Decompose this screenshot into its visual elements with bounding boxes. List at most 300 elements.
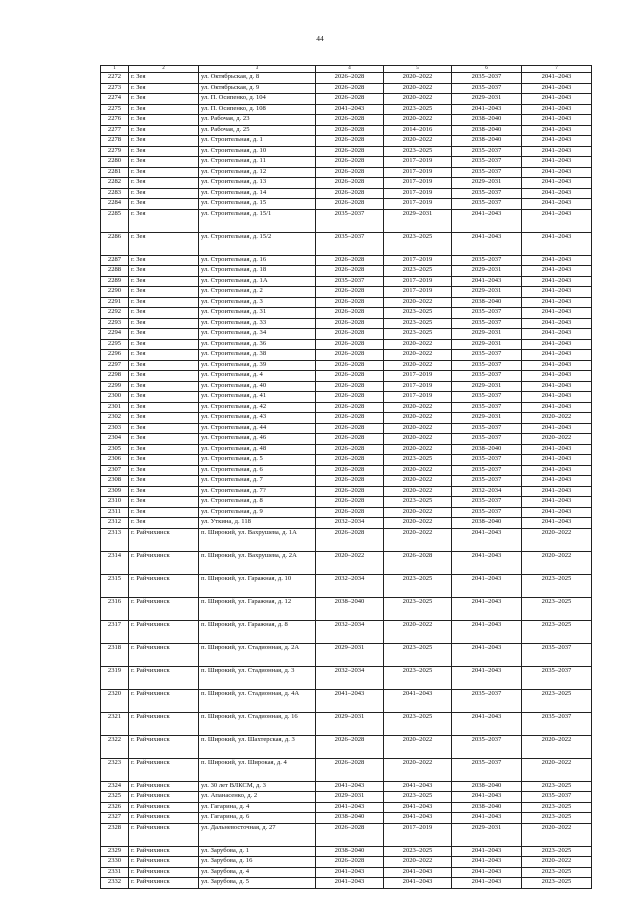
period-cell-col4: 2038–2040 [316,813,384,824]
period-cell-col4: 2026–2028 [316,360,384,371]
row-number-cell: 2295 [101,339,129,350]
period-cell-col4: 2035–2037 [316,232,384,255]
address-cell: ул. Строительная, д. 18 [199,266,316,277]
period-cell-col7: 2023–2025 [522,813,592,824]
city-cell: г. Зея [129,157,199,168]
period-cell-col4: 2026–2028 [316,476,384,487]
table-row [101,423,592,434]
address-cell: ул. Строительная, д. 4 [199,371,316,382]
row-number-cell: 2281 [101,167,129,178]
period-cell-col7: 2041–2043 [522,350,592,361]
row-number-cell: 2320 [101,689,129,712]
period-cell-col7: 2041–2043 [522,444,592,455]
city-cell: г. Райчихинск [129,846,199,857]
period-cell-col7: 2041–2043 [522,476,592,487]
table-row [101,209,592,232]
table-row [101,758,592,781]
address-cell: ул. Октябрьская, д. 9 [199,83,316,94]
row-number-cell: 2296 [101,350,129,361]
period-cell-col6: 2038–2040 [452,444,522,455]
period-cell-col7: 2041–2043 [522,73,592,84]
city-cell: г. Райчихинск [129,597,199,620]
period-cell-col7: 2041–2043 [522,276,592,287]
table-row [101,318,592,329]
address-cell: ул. Строительная, д. 5 [199,455,316,466]
table-row [101,666,592,689]
address-cell: ул. Строительная, д. 36 [199,339,316,350]
period-cell-col5: 2023–2025 [384,329,452,340]
period-cell-col5: 2017–2019 [384,276,452,287]
city-cell: г. Райчихинск [129,781,199,792]
address-cell: ул. Строительная, д. 34 [199,329,316,340]
city-cell: г. Зея [129,167,199,178]
city-cell: г. Райчихинск [129,758,199,781]
period-cell-col6: 2035–2037 [452,507,522,518]
period-cell-col7: 2041–2043 [522,115,592,126]
address-cell: ул. Гагарина, д. 6 [199,813,316,824]
period-cell-col7: 2041–2043 [522,287,592,298]
table-row [101,73,592,84]
period-cell-col6: 2035–2037 [452,455,522,466]
row-number-cell: 2330 [101,857,129,868]
city-cell: г. Зея [129,434,199,445]
address-cell: ул. Строительная, д. 33 [199,318,316,329]
table-row [101,712,592,735]
period-cell-col5: 2020–2022 [384,476,452,487]
period-cell-col4: 2026–2028 [316,125,384,136]
table-row [101,792,592,803]
address-cell: п. Широкий, ул. Шахтерская, д. 3 [199,735,316,758]
row-number-cell: 2301 [101,402,129,413]
period-cell-col7: 2041–2043 [522,136,592,147]
city-cell: г. Райчихинск [129,574,199,597]
period-cell-col5: 2020–2022 [384,758,452,781]
period-cell-col4: 2041–2043 [316,781,384,792]
period-cell-col6: 2038–2040 [452,125,522,136]
period-cell-col4: 2032–2034 [316,666,384,689]
table-row [101,115,592,126]
row-number-cell: 2293 [101,318,129,329]
period-cell-col6: 2041–2043 [452,597,522,620]
table-row [101,689,592,712]
city-cell: г. Зея [129,287,199,298]
period-cell-col5: 2020–2022 [384,465,452,476]
period-cell-col6: 2035–2037 [452,758,522,781]
period-cell-col6: 2035–2037 [452,83,522,94]
address-cell: ул. Строительная, д. 10 [199,146,316,157]
table-row [101,781,592,792]
table-row [101,813,592,824]
row-number-cell: 2308 [101,476,129,487]
period-cell-col5: 2020–2022 [384,518,452,529]
table-row [101,497,592,508]
row-number-cell: 2306 [101,455,129,466]
row-number-cell: 2286 [101,232,129,255]
row-number-cell: 2277 [101,125,129,136]
address-cell: ул. Строительная, д. 9 [199,507,316,518]
period-cell-col7: 2041–2043 [522,94,592,105]
period-cell-col7: 2041–2043 [522,381,592,392]
period-cell-col5: 2041–2043 [384,689,452,712]
address-cell: ул. Строительная, д. 7? [199,486,316,497]
period-cell-col6: 2041–2043 [452,232,522,255]
row-number-cell: 2290 [101,287,129,298]
address-cell: п. Широкий, ул. Гаражная, д. 10 [199,574,316,597]
address-cell: ул. Рабочая, д. 23 [199,115,316,126]
table-row [101,329,592,340]
row-number-cell: 2291 [101,297,129,308]
row-number-cell: 2288 [101,266,129,277]
period-cell-col5: 2020–2022 [384,339,452,350]
row-number-cell: 2279 [101,146,129,157]
table-row [101,528,592,551]
row-number-cell: 2316 [101,597,129,620]
period-cell-col4: 2038–2040 [316,846,384,857]
city-cell: г. Райчихинск [129,643,199,666]
address-cell: п. Широкий, ул. Стадионная, д. 2А [199,643,316,666]
period-cell-col7: 2020–2022 [522,823,592,846]
period-cell-col5: 2023–2025 [384,146,452,157]
row-number-cell: 2305 [101,444,129,455]
period-cell-col5: 2020–2022 [384,136,452,147]
city-cell: г. Зея [129,371,199,382]
address-cell: п. Широкий, ул. Стадионная, д. 3 [199,666,316,689]
table-row [101,643,592,666]
table-row [101,465,592,476]
column-number: 1 [101,66,129,73]
row-number-cell: 2302 [101,413,129,424]
address-cell: п. Широкий, ул. Вахрушева, д. 1А [199,528,316,551]
period-cell-col6: 2029–2031 [452,823,522,846]
row-number-cell: 2327 [101,813,129,824]
period-cell-col5: 2041–2043 [384,878,452,889]
period-cell-col7: 2035–2037 [522,666,592,689]
row-number-cell: 2318 [101,643,129,666]
period-cell-col4: 2026–2028 [316,188,384,199]
period-cell-col6: 2035–2037 [452,360,522,371]
period-cell-col5: 2023–2025 [384,792,452,803]
row-number-cell: 2273 [101,83,129,94]
row-number-cell: 2298 [101,371,129,382]
period-cell-col4: 2026–2028 [316,402,384,413]
table-row [101,104,592,115]
table-row [101,188,592,199]
period-cell-col5: 2017–2019 [384,188,452,199]
table-row [101,308,592,319]
row-number-cell: 2314 [101,551,129,574]
city-cell: г. Зея [129,115,199,126]
table-row [101,413,592,424]
period-cell-col6: 2035–2037 [452,199,522,210]
address-cell: п. Широкий, ул. Стадионная, д. 4А [199,689,316,712]
period-cell-col6: 2035–2037 [452,146,522,157]
period-cell-col6: 2041–2043 [452,574,522,597]
address-cell: ул. П. Осипенко, д. 104 [199,94,316,105]
period-cell-col4: 2026–2028 [316,339,384,350]
period-cell-col5: 2023–2025 [384,232,452,255]
period-cell-col5: 2020–2022 [384,73,452,84]
period-cell-col4: 2026–2028 [316,507,384,518]
table-row [101,157,592,168]
period-cell-col5: 2017–2019 [384,371,452,382]
period-cell-col4: 2026–2028 [316,94,384,105]
period-cell-col6: 2029–2031 [452,381,522,392]
period-cell-col4: 2026–2028 [316,178,384,189]
address-cell: ул. Строительная, д. 12 [199,167,316,178]
column-number: 4 [316,66,384,73]
address-cell: ул. Строительная, д. 7 [199,476,316,487]
period-cell-col7: 2020–2022 [522,758,592,781]
period-cell-col4: 2026–2028 [316,392,384,403]
city-cell: г. Зея [129,232,199,255]
city-cell: г. Райчихинск [129,813,199,824]
period-cell-col5: 2041–2043 [384,781,452,792]
city-cell: г. Зея [129,125,199,136]
row-number-cell: 2325 [101,792,129,803]
column-number: 2 [129,66,199,73]
table-row [101,867,592,878]
row-number-cell: 2274 [101,94,129,105]
city-cell: г. Райчихинск [129,712,199,735]
period-cell-col7: 2023–2025 [522,689,592,712]
column-number: 7 [522,66,592,73]
period-cell-col6: 2029–2031 [452,329,522,340]
row-number-cell: 2326 [101,802,129,813]
period-cell-col7: 2041–2043 [522,371,592,382]
city-cell: г. Зея [129,94,199,105]
period-cell-col6: 2029–2031 [452,339,522,350]
city-cell: г. Зея [129,465,199,476]
period-cell-col7: 2020–2022 [522,551,592,574]
table-row [101,146,592,157]
period-cell-col4: 2026–2028 [316,413,384,424]
period-cell-col4: 2026–2028 [316,857,384,868]
period-cell-col4: 2026–2028 [316,350,384,361]
period-cell-col6: 2041–2043 [452,792,522,803]
period-cell-col6: 2035–2037 [452,476,522,487]
address-cell: ул. Зарубова, д. 1 [199,846,316,857]
city-cell: г. Зея [129,73,199,84]
period-cell-col6: 2038–2040 [452,802,522,813]
period-cell-col5: 2020–2022 [384,507,452,518]
period-cell-col7: 2041–2043 [522,402,592,413]
period-cell-col7: 2020–2022 [522,434,592,445]
address-cell: ул. Строительная, д. 15/1 [199,209,316,232]
row-number-cell: 2282 [101,178,129,189]
city-cell: г. Зея [129,381,199,392]
period-cell-col7: 2041–2043 [522,329,592,340]
column-number: 5 [384,66,452,73]
row-number-cell: 2329 [101,846,129,857]
period-cell-col4: 2041–2043 [316,867,384,878]
city-cell: г. Райчихинск [129,857,199,868]
period-cell-col4: 2026–2028 [316,83,384,94]
period-cell-col6: 2035–2037 [452,371,522,382]
table-row [101,94,592,105]
row-number-cell: 2280 [101,157,129,168]
city-cell: г. Зея [129,178,199,189]
period-cell-col7: 2041–2043 [522,104,592,115]
period-cell-col4: 2032–2034 [316,518,384,529]
table-row [101,381,592,392]
period-cell-col4: 2026–2028 [316,308,384,319]
period-cell-col4: 2026–2028 [316,434,384,445]
period-cell-col6: 2038–2040 [452,518,522,529]
period-cell-col7: 2041–2043 [522,255,592,266]
period-cell-col7: 2041–2043 [522,318,592,329]
period-cell-col4: 2041–2043 [316,104,384,115]
period-cell-col5: 2020–2022 [384,620,452,643]
address-cell: ул. Строительная, д. 3 [199,297,316,308]
period-cell-col4: 2026–2028 [316,381,384,392]
period-cell-col6: 2041–2043 [452,551,522,574]
city-cell: г. Зея [129,476,199,487]
address-cell: ул. Строительная, д. 13 [199,178,316,189]
period-cell-col4: 2026–2028 [316,157,384,168]
period-cell-col4: 2029–2031 [316,643,384,666]
address-cell: ул. 30 лет ВЛКСМ, д. 3 [199,781,316,792]
address-cell: ул. Гагарина, д. 4 [199,802,316,813]
period-cell-col4: 2026–2028 [316,255,384,266]
city-cell: г. Райчихинск [129,551,199,574]
address-cell: ул. Строительная, д. 15/2 [199,232,316,255]
period-cell-col6: 2035–2037 [452,497,522,508]
period-cell-col7: 2041–2043 [522,497,592,508]
period-cell-col5: 2029–2031 [384,209,452,232]
period-cell-col6: 2035–2037 [452,318,522,329]
period-cell-col6: 2029–2031 [452,413,522,424]
address-cell: ул. Зарубова, д. 16 [199,857,316,868]
period-cell-col7: 2041–2043 [522,157,592,168]
row-number-cell: 2294 [101,329,129,340]
city-cell: г. Зея [129,255,199,266]
city-cell: г. Зея [129,423,199,434]
period-cell-col5: 2017–2019 [384,392,452,403]
row-number-cell: 2283 [101,188,129,199]
row-number-cell: 2307 [101,465,129,476]
period-cell-col4: 2041–2043 [316,689,384,712]
table-row [101,857,592,868]
city-cell: г. Зея [129,350,199,361]
period-cell-col4: 2032–2034 [316,620,384,643]
period-cell-col4: 2026–2028 [316,167,384,178]
period-cell-col7: 2041–2043 [522,465,592,476]
period-cell-col6: 2035–2037 [452,392,522,403]
period-cell-col6: 2035–2037 [452,465,522,476]
period-cell-col5: 2041–2043 [384,867,452,878]
period-cell-col5: 2020–2022 [384,413,452,424]
period-cell-col7: 2023–2025 [522,781,592,792]
address-cell: ул. Строительная, д. 39 [199,360,316,371]
period-cell-col6: 2035–2037 [452,73,522,84]
table-row [101,125,592,136]
address-cell: ул. Дальневосточная, д. 27 [199,823,316,846]
period-cell-col5: 2023–2025 [384,266,452,277]
city-cell: г. Зея [129,402,199,413]
period-cell-col7: 2035–2037 [522,643,592,666]
address-cell: ул. Октябрьская, д. 8 [199,73,316,84]
row-number-cell: 2309 [101,486,129,497]
period-cell-col5: 2020–2022 [384,434,452,445]
period-cell-col4: 2026–2028 [316,318,384,329]
period-cell-col4: 2041–2043 [316,878,384,889]
period-cell-col5: 2020–2022 [384,735,452,758]
city-cell: г. Зея [129,507,199,518]
period-cell-col5: 2020–2022 [384,83,452,94]
row-number-cell: 2324 [101,781,129,792]
city-cell: г. Райчихинск [129,802,199,813]
period-cell-col7: 2041–2043 [522,83,592,94]
period-cell-col5: 2023–2025 [384,308,452,319]
period-cell-col7: 2041–2043 [522,308,592,319]
period-cell-col6: 2032–2034 [452,486,522,497]
period-cell-col5: 2020–2022 [384,402,452,413]
period-cell-col7: 2041–2043 [522,178,592,189]
city-cell: г. Зея [129,104,199,115]
table-row [101,846,592,857]
row-number-cell: 2312 [101,518,129,529]
table-row [101,392,592,403]
period-cell-col5: 2017–2019 [384,178,452,189]
city-cell: г. Райчихинск [129,735,199,758]
period-cell-col5: 2017–2019 [384,157,452,168]
period-cell-col5: 2023–2025 [384,597,452,620]
period-cell-col5: 2017–2019 [384,823,452,846]
period-cell-col5: 2020–2022 [384,297,452,308]
period-cell-col4: 2026–2028 [316,758,384,781]
table-row [101,402,592,413]
period-cell-col4: 2026–2028 [316,146,384,157]
city-cell: г. Зея [129,339,199,350]
period-cell-col7: 2020–2022 [522,413,592,424]
address-cell: ул. Строительная, д. 16 [199,255,316,266]
period-cell-col7: 2041–2043 [522,455,592,466]
address-cell: ул. Строительная, д. 48 [199,444,316,455]
period-cell-col7: 2023–2025 [522,867,592,878]
period-cell-col7: 2035–2037 [522,712,592,735]
period-cell-col7: 2023–2025 [522,878,592,889]
address-cell: п. Широкий, ул. Гаражная, д. 8 [199,620,316,643]
table-row [101,371,592,382]
address-cell: ул. Строительная, д. 42 [199,402,316,413]
period-cell-col7: 2041–2043 [522,423,592,434]
period-cell-col4: 2026–2028 [316,371,384,382]
period-cell-col7: 2041–2043 [522,232,592,255]
row-number-cell: 2285 [101,209,129,232]
period-cell-col6: 2041–2043 [452,712,522,735]
period-cell-col5: 2020–2022 [384,444,452,455]
period-cell-col4: 2026–2028 [316,497,384,508]
period-cell-col5: 2017–2019 [384,255,452,266]
period-cell-col5: 2014–2016 [384,125,452,136]
period-cell-col6: 2038–2040 [452,115,522,126]
period-cell-col6: 2041–2043 [452,813,522,824]
period-cell-col5: 2017–2019 [384,381,452,392]
period-cell-col4: 2032–2034 [316,574,384,597]
address-cell: ул. Строительная, д. 44 [199,423,316,434]
period-cell-col6: 2038–2040 [452,781,522,792]
period-cell-col5: 2041–2043 [384,802,452,813]
address-cell: ул. Апанасенко, д. 2 [199,792,316,803]
column-number: 3 [199,66,316,73]
period-cell-col5: 2017–2019 [384,287,452,298]
table-row [101,620,592,643]
row-number-cell: 2323 [101,758,129,781]
table-row [101,83,592,94]
period-cell-col4: 2026–2028 [316,115,384,126]
city-cell: г. Райчихинск [129,867,199,878]
city-cell: г. Зея [129,83,199,94]
